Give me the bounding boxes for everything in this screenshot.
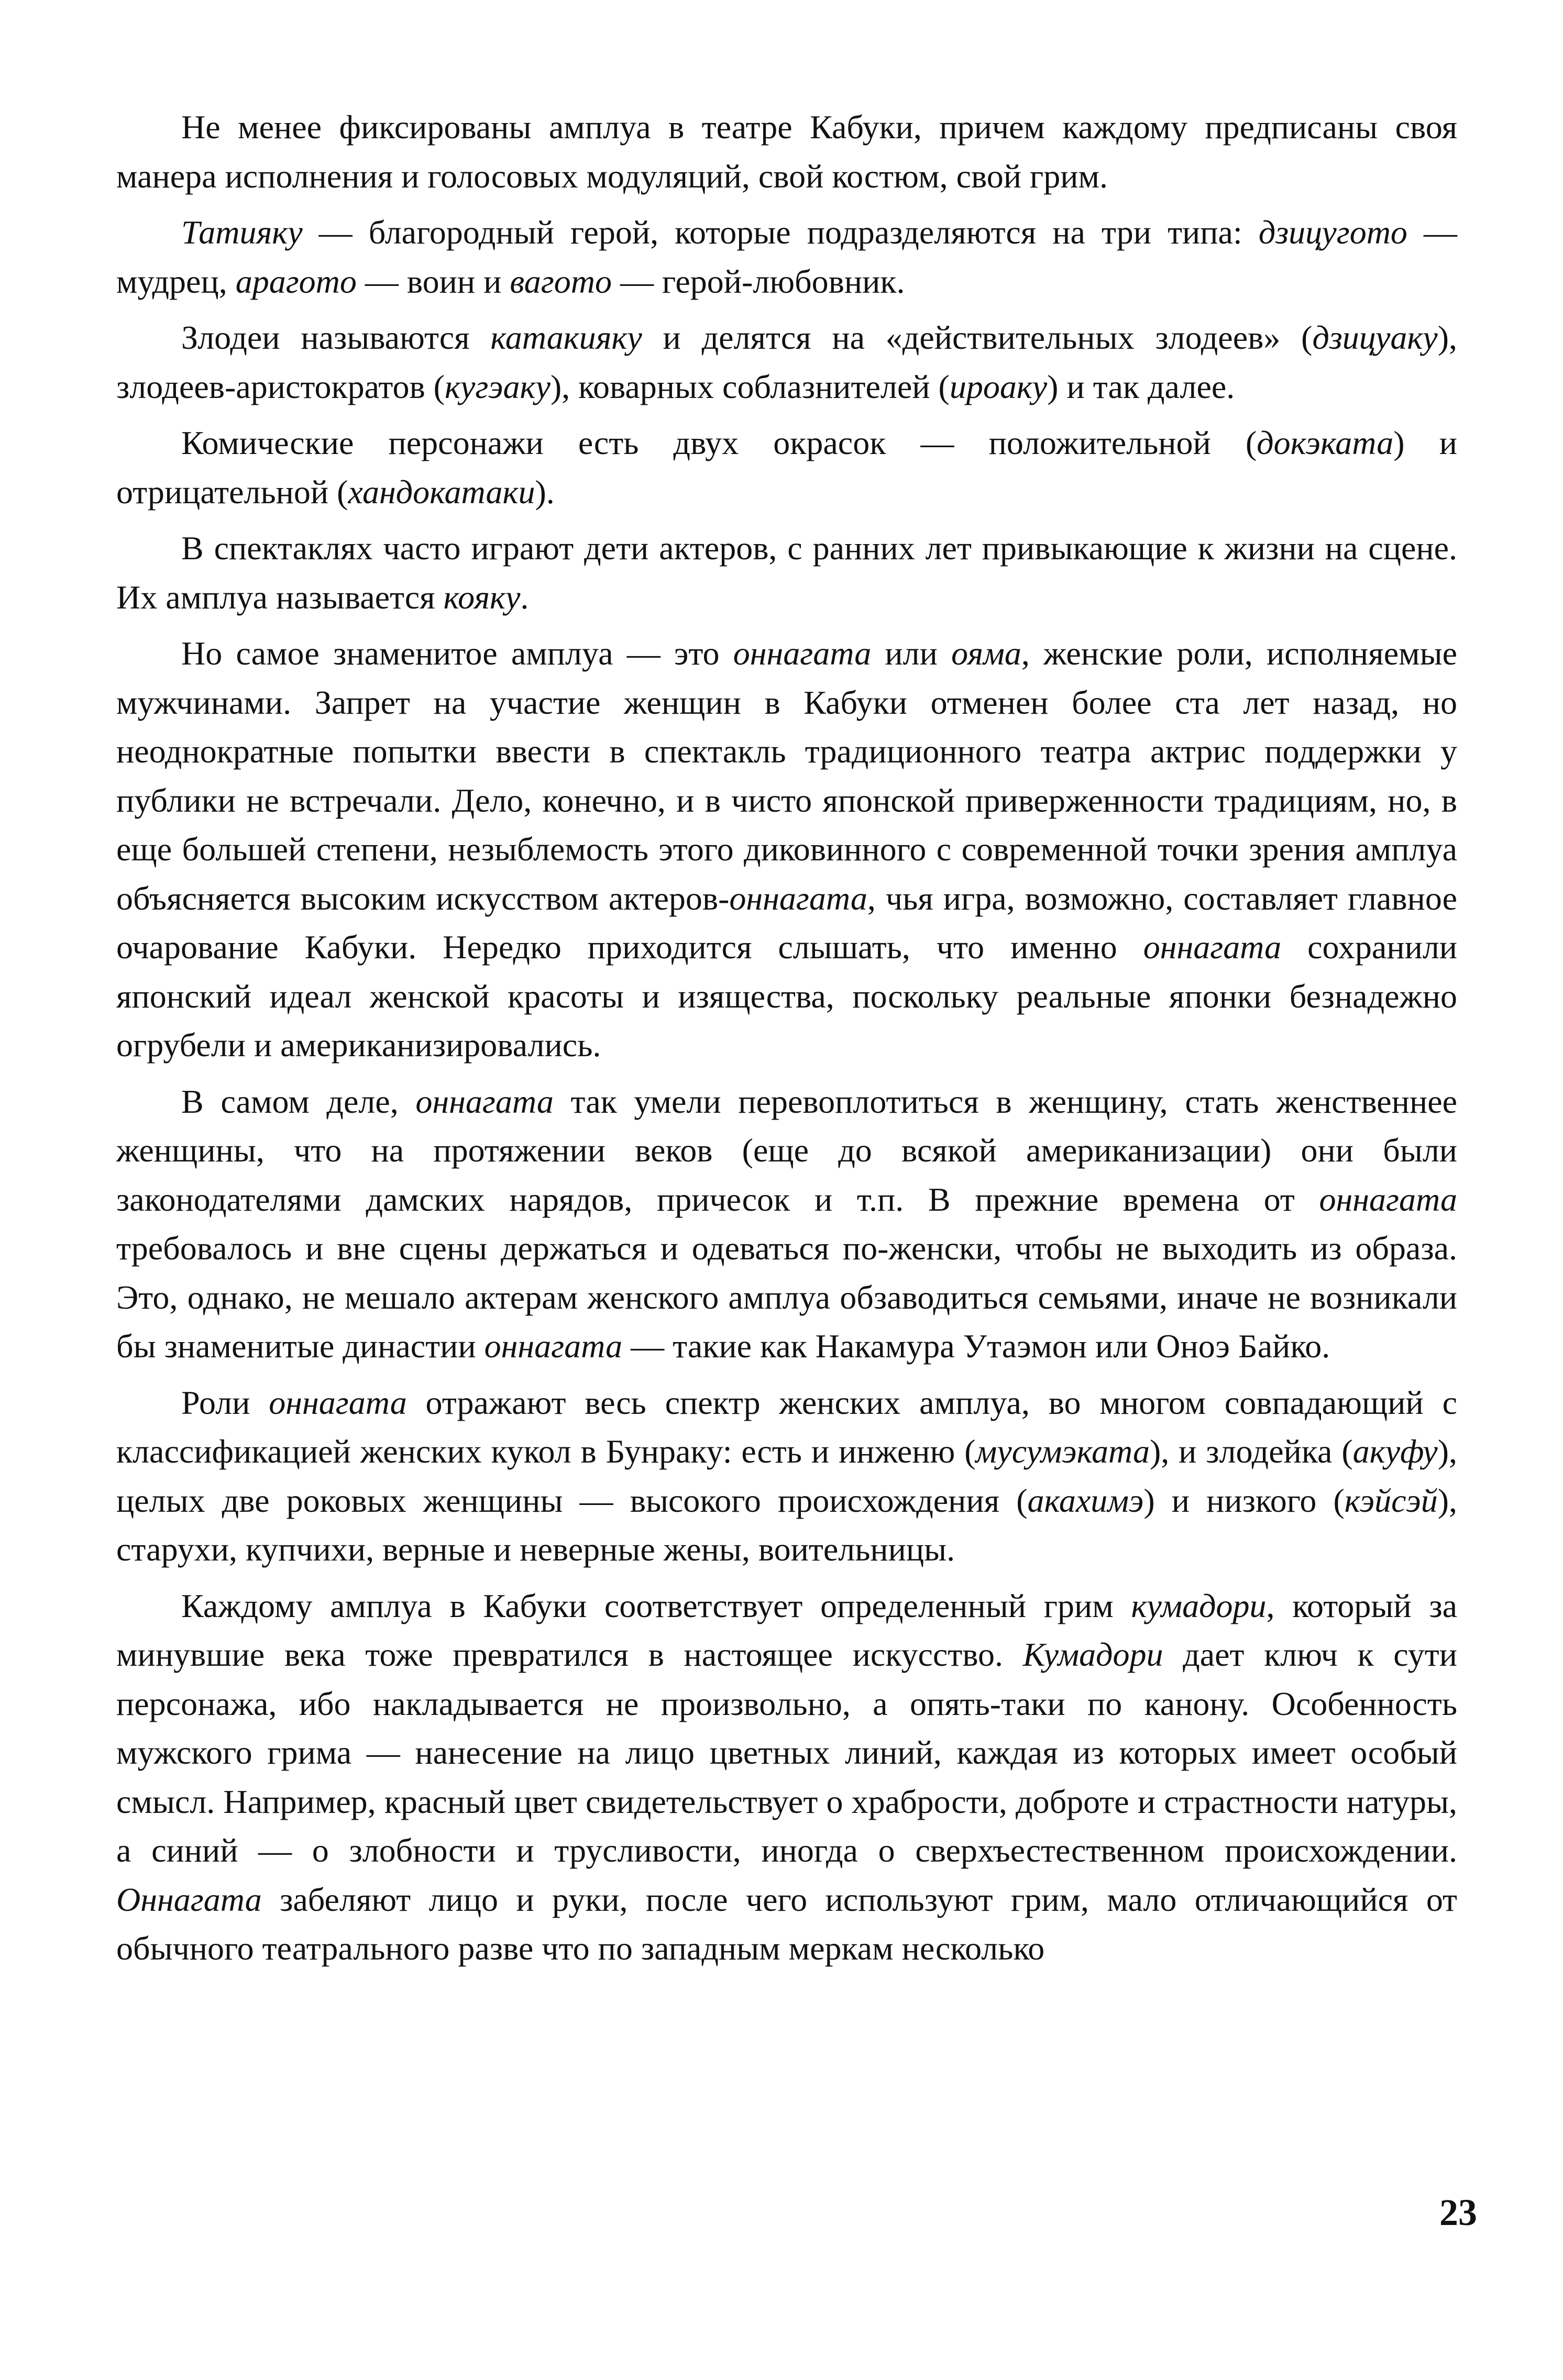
text-run: ), злодеев-аристократов ( xyxy=(116,319,1457,405)
italic-term: Оннагата xyxy=(116,1880,262,1918)
text-run: ), коварных соблазнителей ( xyxy=(550,368,950,405)
text-run: Злодеи называются xyxy=(181,319,491,356)
body-text xyxy=(116,103,1457,1973)
text-run: Каждому амплуа в Кабуки соответствует определенный грим xyxy=(181,1587,1131,1624)
text-run: В спектаклях часто играют дети актеров, с ранних лет привыкающие к жизни на сцене. Их амплуа называется xyxy=(116,529,1457,616)
paragraph xyxy=(116,1077,1457,1371)
text-run: или xyxy=(871,635,952,672)
italic-term: оннагата xyxy=(415,1082,554,1120)
paragraph xyxy=(116,629,1457,1070)
italic-term: ироаку xyxy=(949,368,1048,405)
italic-term: ояма xyxy=(951,635,1021,672)
italic-term: оннагата xyxy=(729,879,867,917)
text-run: В самом деле, xyxy=(181,1082,416,1120)
text-run: — такие как Накамура Утаэмон или Оноэ Байко. xyxy=(622,1327,1330,1365)
text-run: дает ключ к сути персонажа, ибо накладывается не произвольно, а опять-таки по канону. Особенность мужского грима — нанесение на лицо цветных линий, каждая из которых имеет особый смысл. Например, красный цвет свидетельствует о храбрости, доброте и страстности натуры, а синий — о злобности и трусливости, иногда о сверхъестественном происхождении. xyxy=(116,1636,1458,1869)
text-run: забеляют лицо и руки, после чего используют грим, мало отличающийся от обычного театрального разве что по западным меркам несколько xyxy=(116,1880,1457,1967)
paragraph xyxy=(116,1378,1457,1574)
italic-term: кумадори xyxy=(1131,1587,1267,1624)
text-run: ), старухи, купчихи, верные и неверные жены, воительницы. xyxy=(116,1481,1458,1568)
text-run: Роли xyxy=(181,1383,269,1421)
text-run: ) и так далее. xyxy=(1047,368,1235,405)
italic-term: оннагата xyxy=(1143,928,1282,966)
text-run: отражают весь спектр женских амплуа, во многом совпадающий с классификацией женских кукол в Бунраку: есть и инженю ( xyxy=(116,1383,1458,1470)
italic-term: кугэаку xyxy=(444,368,551,405)
text-run: ) и отрицательной ( xyxy=(116,424,1458,511)
text-run: , чья игра, возможно, составляет главное очарование Кабуки. Нередко приходится слышать, что именно xyxy=(116,879,1458,966)
paragraph xyxy=(116,313,1457,411)
text-run: ) и низкого ( xyxy=(1143,1481,1345,1519)
text-run: — воин и xyxy=(356,262,510,300)
paragraph xyxy=(116,524,1457,622)
italic-term: катакияку xyxy=(490,319,642,356)
text-run: требовалось и вне сцены держаться и одеваться по-женски, чтобы не выходить из образа. Это, однако, не мешало актерам женского амплуа обзаводиться семьями, иначе не возникали бы знаменитые династии xyxy=(116,1230,1457,1365)
italic-term: вагото xyxy=(510,262,612,300)
text-run: ), и злодейка ( xyxy=(1149,1433,1353,1470)
italic-term: акахимэ xyxy=(1027,1481,1144,1519)
text-run: Комические персонажи есть двух окрасок — положительной ( xyxy=(181,424,1257,461)
paragraph xyxy=(116,418,1457,516)
text-run: — мудрец, xyxy=(116,214,1458,300)
text-run: Но самое знаменитое амплуа — это xyxy=(181,635,733,672)
paragraph xyxy=(116,103,1457,201)
italic-term: Татияку xyxy=(181,214,303,251)
italic-term: оннагата xyxy=(269,1383,407,1421)
italic-term: дзицугото xyxy=(1258,214,1407,251)
text-run: ), целых две роковых женщины — высокого происхождения ( xyxy=(116,1433,1458,1519)
text-run: , который за минувшие века тоже превратился в настоящее искусство. xyxy=(116,1587,1458,1673)
paragraph xyxy=(116,208,1457,306)
paragraph xyxy=(116,1581,1457,1973)
italic-term: дзицуаку xyxy=(1312,319,1438,356)
text-run: и делятся на «действительных злодеев» ( xyxy=(642,319,1313,356)
text-run: . xyxy=(520,578,529,616)
italic-term: докэката xyxy=(1257,424,1394,461)
italic-term: Кумадори xyxy=(1022,1636,1163,1673)
italic-term: араготo xyxy=(235,262,357,300)
text-run: сохранили японский идеал женской красоты и изящества, поскольку реальные японки безнадежно огрубели и американизировались. xyxy=(116,928,1458,1064)
italic-term: хандокатаки xyxy=(348,473,535,511)
italic-term: оннагата xyxy=(1319,1180,1457,1218)
italic-term: кояку xyxy=(443,578,521,616)
text-run: ). xyxy=(535,473,555,511)
page-number: 23 xyxy=(1439,2191,1477,2233)
italic-term: оннагата xyxy=(733,635,872,672)
italic-term: кэйсэй xyxy=(1344,1481,1438,1519)
text-run: Не менее фиксированы амплуа в театре Кабуки, причем каждому предписаны своя манера исполнения и голосовых модуляций, свой костюм, свой грим. xyxy=(116,108,1457,195)
text-run: , женские роли, исполняемые мужчинами. Запрет на участие женщин в Кабуки отменен более ста лет назад, но неоднократные попытки ввести в спектакль традиционного театра актрис поддержки у публики не встречали. Дело, конечно, и в чисто японской приверженности традициям, но, в еще большей степени, незыблемость этого диковинного с современной точки зрения амплуа объясняется высоким искусством актеров- xyxy=(116,635,1457,917)
text-run: — герой-любовник. xyxy=(611,262,905,300)
italic-term: акуфу xyxy=(1352,1433,1438,1470)
italic-term: оннагата xyxy=(484,1327,623,1365)
italic-term: мусумэката xyxy=(975,1433,1150,1470)
text-run: так умели перевоплотиться в женщину, стать женственнее женщины, что на протяжении веков (еще до всякой американизации) они были законодателями дамских нарядов, причесок и т.п. В прежние времена от xyxy=(116,1082,1458,1218)
text-run: — благородный герой, которые подразделяются на три типа: xyxy=(302,214,1259,251)
